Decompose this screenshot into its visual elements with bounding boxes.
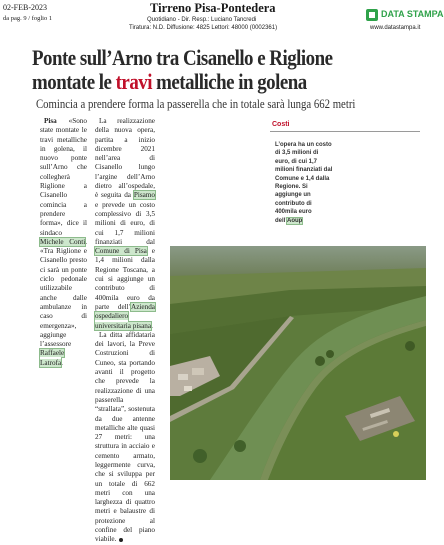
entity-aoup-box: Aoup — [287, 217, 303, 224]
article-column-1 — [40, 117, 87, 368]
entity-mayor: Michele Conti — [40, 237, 86, 246]
entity-pisamo: Pisamo — [133, 191, 155, 200]
newspaper-name: Tirreno Pisa-Pontedera — [150, 1, 276, 15]
tree — [326, 350, 334, 358]
data-stampa-website: www.datastampa.it — [370, 25, 421, 31]
dateline: Pisa — [44, 117, 57, 125]
page-info: da pag. 9 / foglio 1 — [3, 15, 53, 22]
tree — [234, 440, 246, 452]
headline-line-2: montate le travi metalliche in golena — [32, 69, 307, 94]
newspaper-meta-circulation: Tiratura: N.D. Diffusione: 4825 Lettori: 48000 (0002361) — [129, 25, 278, 31]
tree — [405, 341, 415, 351]
costi-box-text: L’opera ha un costo di 3,5 milioni di euro, di cui 1,7 milioni finanziati dal Comune e 1,4 dalla Regione. Si aggiunge un contributo di 400mila euro dell’Aoup — [275, 142, 333, 224]
building-2 — [192, 368, 204, 375]
article-paragraph-2: La realizzazione della nuova opera, partita a inizio dicembre 2021 nell’area di Cisanello lungo l’argine dell’Arno dietro all’ospedale, è seguita da Pisamo e prevede un costo complessivo di 3,5 milioni di euro, di cui 1,7 milioni finanziati dal Comune di Pisa e 1,4 milioni dalla Regione Toscana, a cui si aggiunge un contributo di 400mila euro da parte dell’Azienda ospedaliero universitaria pisana. — [95, 117, 155, 330]
aerial-photo-illustration — [170, 246, 426, 480]
entity-aoup: Azienda ospedaliero universitaria pisana — [95, 302, 155, 330]
crane — [393, 431, 399, 437]
building-1 — [178, 374, 188, 380]
article-paragraph-1: Pisa «Sono state montate le travi metalliche in golena, il nuovo ponte sull’Arno che collegherà Riglione a Cisanello comincia a prendere forma», dice il sindaco Michele Conti. «Tra Riglione e Cisanello presto ci sarà un ponte ciclo pedonale utilizzabile anche dalle ambulanze in caso di emergenza», aggiunge l’assessore Raffaele Latrofa. — [40, 117, 87, 367]
newspaper-meta-director: Quotidiano - Dir. Resp.: Luciano Tancredi — [147, 17, 257, 23]
clipping-date: 02-FEB-2023 — [3, 3, 47, 12]
aerial-photo-bridge-construction — [170, 246, 426, 480]
headline-highlight-word: travi — [115, 69, 152, 94]
subheadline: Comincia a prendere forma la passerella che in totale sarà lunga 662 metri — [36, 97, 356, 111]
entity-comune-pisa: Comune di Pisa — [95, 247, 147, 256]
costi-box-title: Costi — [272, 121, 290, 128]
entity-assessor: Raffaele Latrofa — [40, 349, 65, 367]
tree — [315, 356, 325, 366]
end-of-article-dot — [119, 538, 123, 542]
costi-box-rule — [270, 131, 420, 132]
building-3 — [184, 386, 192, 391]
data-stampa-logo-icon — [366, 9, 378, 21]
tree — [193, 449, 207, 463]
data-stampa-brand: DATA STAMPA — [381, 9, 444, 19]
article-column-2 — [95, 117, 155, 545]
article-paragraph-3: La ditta affidataria dei lavori, la Preve Costruzioni di Cuneo, sta portando avanti il progetto che prevede la realizzazione di una passerella “strallata”, sostenuta da due antenne metalliche alte quasi 27 metri: una struttura in acciaio e cemento armato, leggermente curva, che si sviluppa per un totale di 662 metri con una larghezza di quattro metri e balaustre di protezione al confine del piano viabile. — [95, 330, 155, 544]
headline-line-1: Ponte sull’Arno tra Cisanello e Riglione — [32, 45, 333, 70]
